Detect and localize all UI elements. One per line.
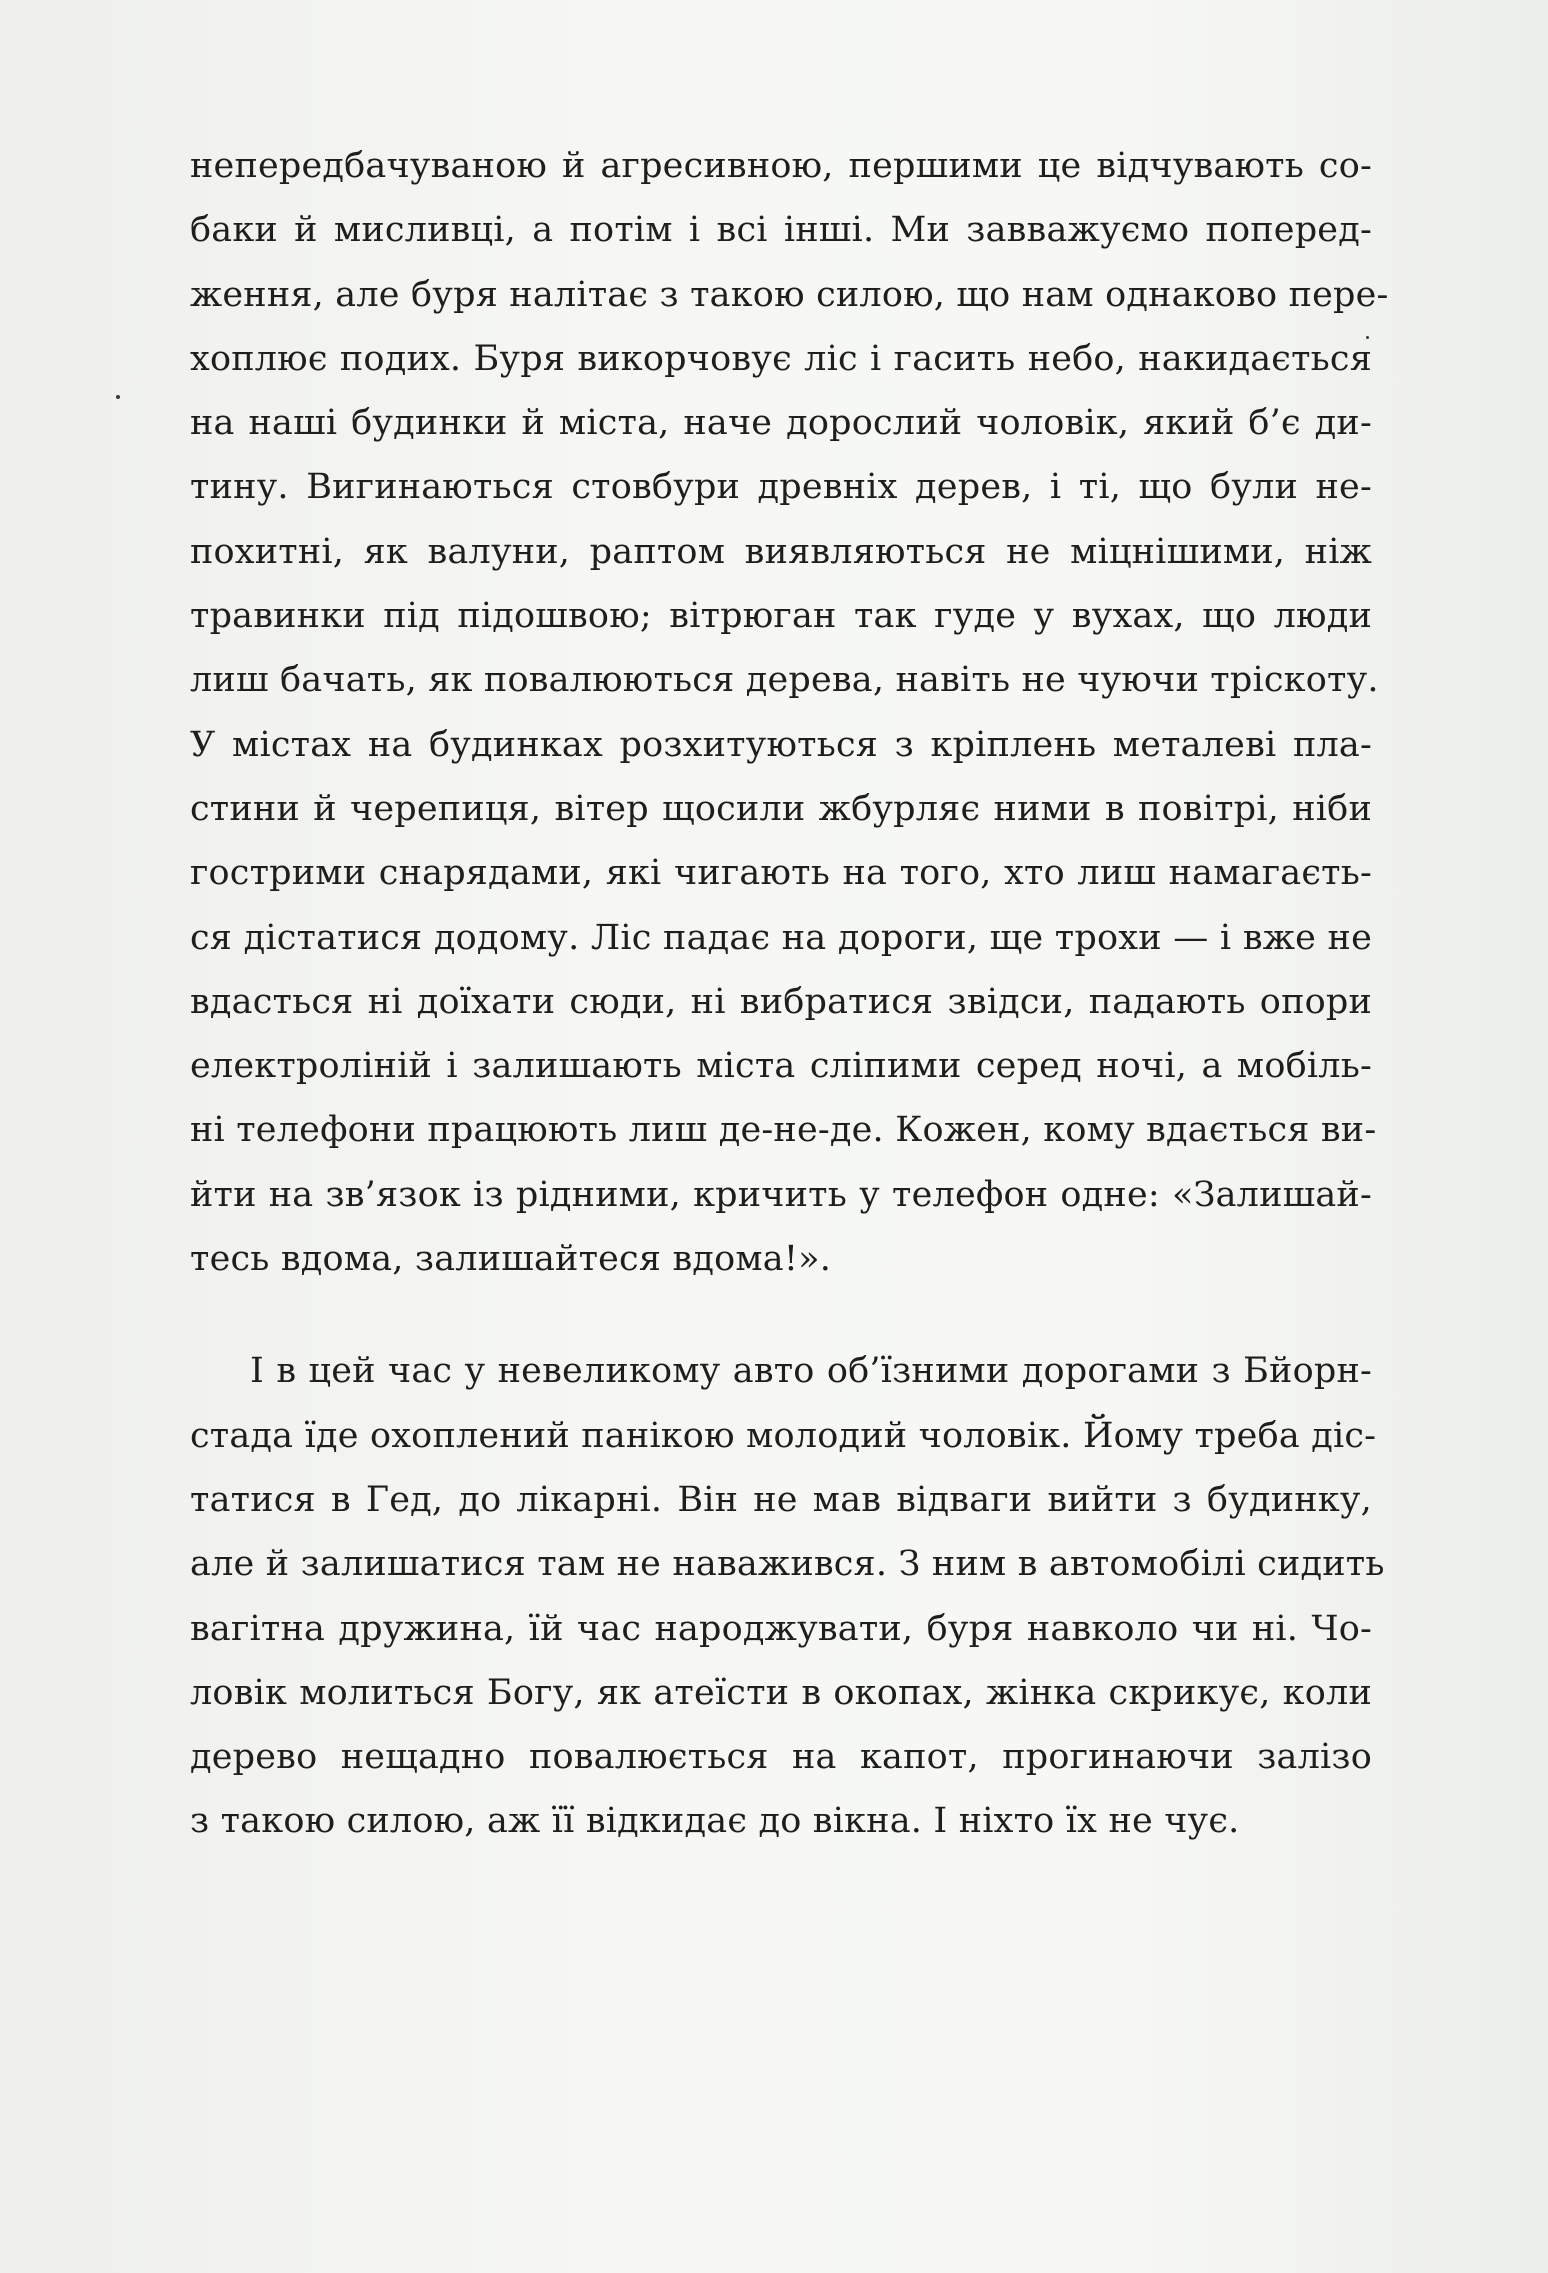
text-line: хоплює подих. Буря викорчовує ліс і гасить небо, накидається [190,338,1372,379]
text-line: тесь вдома, залишайтеся вдома!». [190,1239,832,1280]
text-line: похитні, як валуни, раптом виявляються не міцнішими, ніж [190,531,1372,572]
text-line: тину. Вигинаються стовбури древніх дерев, і ті, що були не- [190,467,1372,508]
text-line: непередбачуваною й агресивною, першими це відчувають со- [190,146,1372,186]
body-text [190,134,1389,1854]
text-line: гострими снарядами, які чигають на того, хто лиш намагаєть- [190,853,1372,894]
text-line: татися в Гед, до лікарні. Він не мав відваги вийти з будинку, [190,1479,1372,1520]
text-line: але й залишатися там не наважився. З ним в автомобілі сидить [190,1544,1385,1585]
text-line: електроліній і залишають міста сліпими серед ночі, а мобіль- [190,1046,1372,1087]
text-line: ні телефони працюють лиш де-не-де. Кожен, кому вдається ви- [190,1110,1377,1151]
text-line: вдасться ні доїхати сюди, ні вибратися звідси, падають опори [190,981,1372,1022]
text-line: стада їде охоплений панікою молодий чоловік. Йому треба діс- [190,1415,1377,1456]
text-line: травинки під підошвою; вітрюган так гуде у вухах, що люди [190,596,1372,637]
text-line: йти на зв’язок із рідними, кричить у телефон одне: «Залишай- [190,1174,1372,1215]
text-line: на наші будинки й міста, наче дорослий чоловік, який б’є ди- [190,403,1372,444]
text-line: І в цей час у невеликому авто об’їзними дорогами з Бйорн- [250,1351,1372,1392]
paragraph-gap [190,1291,1372,1339]
text-line: з такою силою, аж її відкидає до вікна. І ніхто їх не чує. [190,1801,1240,1842]
text-line: ження, але буря налітає з такою силою, що нам однаково пере- [190,274,1389,315]
text-line: вагітна дружина, їй час народжувати, буря навколо чи ні. Чо- [190,1608,1372,1649]
paragraph-2 [190,1339,1385,1853]
dust-speck [1366,336,1369,339]
text-line: У містах на будинках розхитуються з кріплень металеві пла- [190,724,1372,765]
text-line: ловік молиться Богу, як атеїсти в окопах, жінка скрикує, коли [190,1672,1372,1713]
text-line: баки й мисливці, а потім і всі інші. Ми завважуємо поперед- [190,210,1372,251]
text-line: дерево нещадно повалюється на капот, прогинаючи залізо [190,1737,1372,1778]
dust-speck [116,395,120,399]
text-line: ся дістатися додому. Ліс падає на дороги, ще трохи — і вже не [190,917,1372,958]
paragraph-1 [190,134,1389,1291]
text-line: стини й черепиця, вітер щосили жбурляє ними в повітрі, ніби [190,788,1372,829]
text-line: лиш бачать, як повалюються дерева, навіть не чуючи тріскоту. [190,660,1379,701]
